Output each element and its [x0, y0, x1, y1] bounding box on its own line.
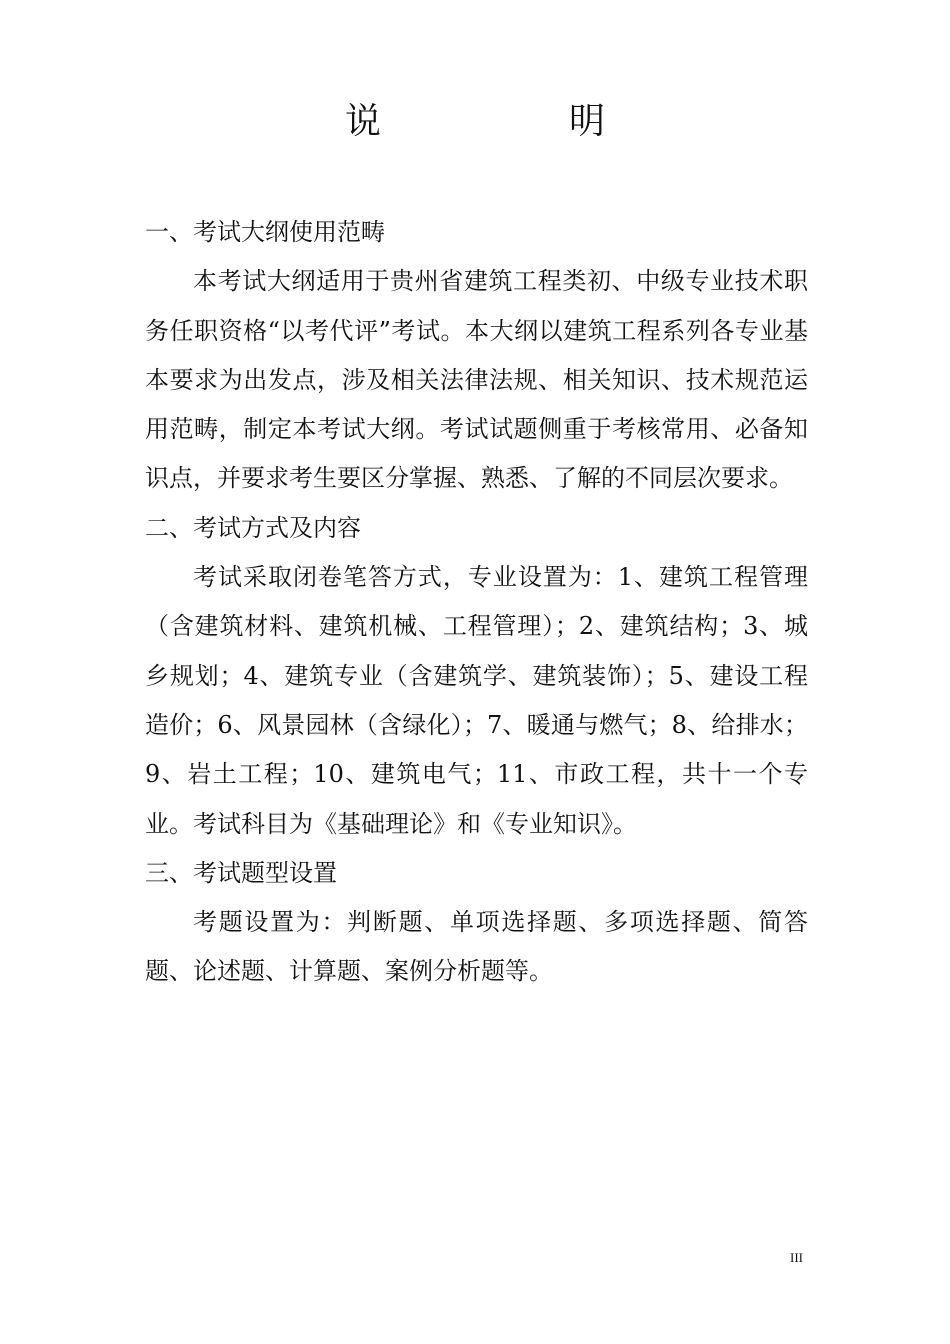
section-heading-question-types: 三、考试题型设置 — [145, 858, 337, 887]
page-title: 说 明 — [344, 101, 681, 142]
section-paragraph-method: 考试采取闭卷笔答方式，专业设置为：1、建筑工程管理（含建筑材料、建筑机械、工程管理）；2、建筑结构；3、城乡规划；4、建筑专业（含建筑学、建筑装饰）；5、建设工程造价；6、风景园林（含绿化）；7、暖通与燃气；8、给排水；9、岩土工程；10、建筑电气；11、市政工程，共十一个专业。考试科目为《基础理论》和《专业知识》。 — [145, 563, 808, 838]
section-heading-scope: 一、考试大纲使用范畴 — [145, 218, 385, 246]
page-number: III — [790, 1250, 803, 1265]
section-paragraph-scope: 本考试大纲适用于贵州省建筑工程类初、中级专业技术职务任职资格“以考代评”考试。本大纲以建筑工程系列各专业基本要求为出发点，涉及相关法律法规、相关知识、技术规范运用范畴，制定本考试大纲。考试试题侧重于考核常用、必备知识点，并要求考生要区分掌握、熟悉、了解的不同层次要求。 — [145, 267, 808, 493]
document-body — [145, 208, 808, 997]
section-heading-method: 二、考试方式及内容 — [145, 513, 361, 542]
section-paragraph-question-types: 考题设置为：判断题、单项选择题、多项选择题、简答题、论述题、计算题、案例分析题等。 — [145, 908, 808, 986]
